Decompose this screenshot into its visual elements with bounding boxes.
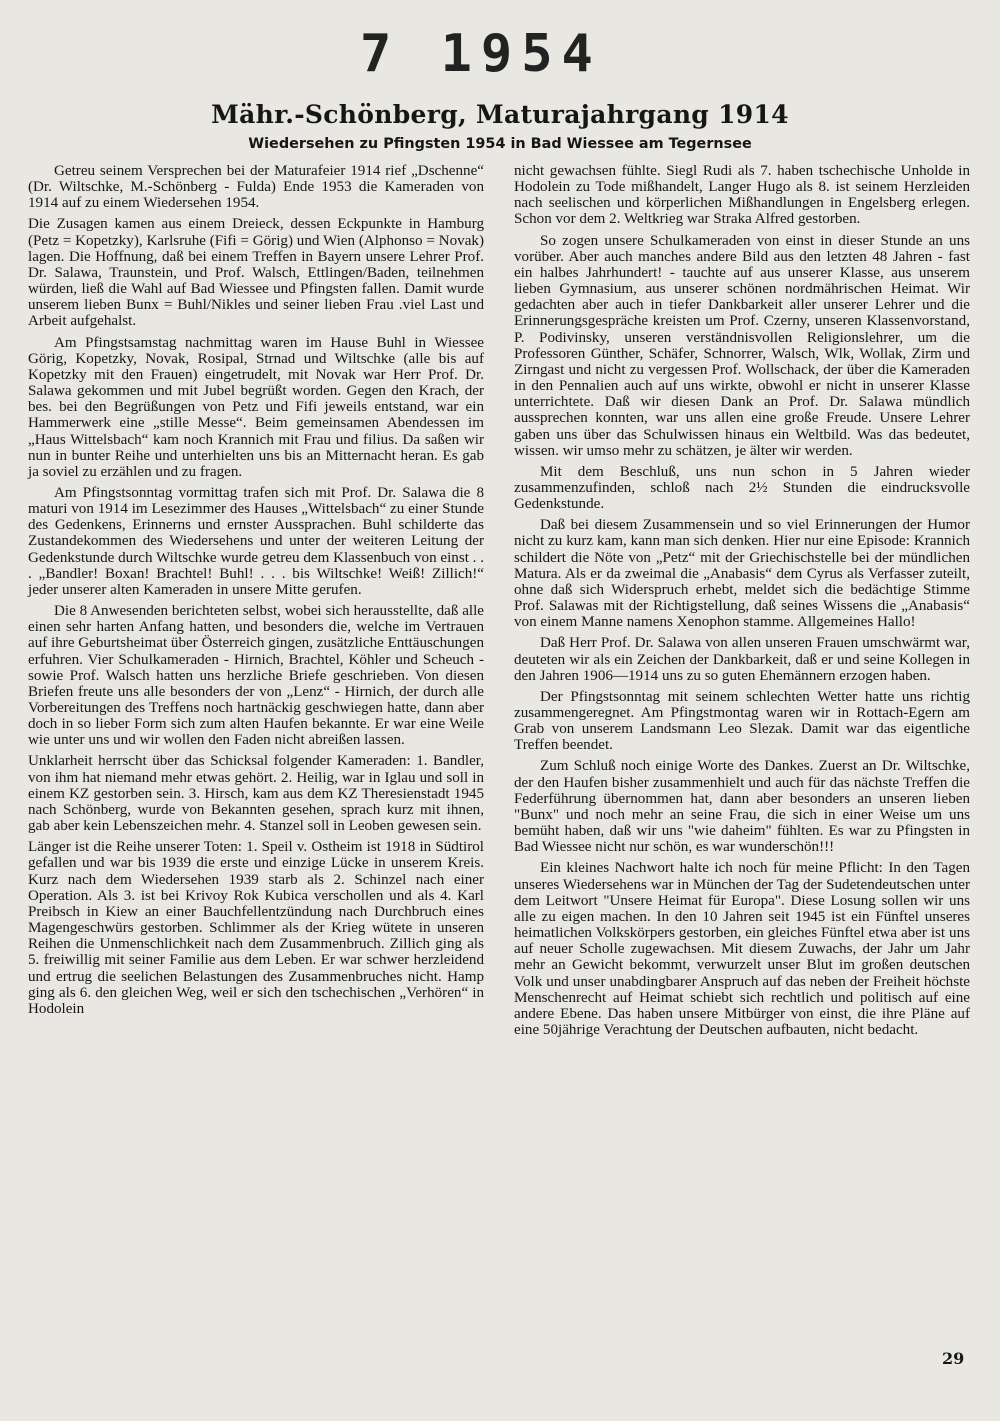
article-title: Mähr.-Schönberg, Maturajahrgang 1914	[211, 100, 789, 129]
paragraph: Getreu seinem Versprechen bei der Maturafeier 1914 rief „Dschenne“ (Dr. Wiltschke, M.-Schönberg - Fulda) Ende 1953 die Kameraden von 1914 auf zu einem Wiedersehen 1954.	[28, 163, 484, 212]
paragraph: Zum Schluß noch einige Worte des Dankes. Zuerst an Dr. Wiltschke, der den Haufen bisher zusammenhielt und auch für das nächste Treffen die Federführung übernommen hat, dann aber besonders an unseren lieben "Bunx" und noch mehr an seine Frau, die sich in einer Weise um uns bemüht haben, daß wir uns "wie daheim" fühlten. Es war zu Pfingsten in Bad Wiessee nicht nur schön, es war wunderschön!!!	[514, 758, 970, 856]
paragraph: Ein kleines Nachwort halte ich noch für meine Pflicht: In den Tagen unseres Wiedersehens war in München der Tag der Sudetendeutschen unter dem Leitwort "Unsere Heimat für Europa". Diese Losung sollen wir uns alle zu eigen machen. In den 10 Jahren seit 1945 ist ein Fünftel unseres heimatlichen Volkskörpers gestorben, ein gleiches Fünftel etwa aber ist uns auf neuer Scholle zugewachsen. Mit diesem Zuwachs, der Jahr um Jahr mehr an Gewicht bekommt, verwurzelt unser Blut im großen deutschen Volk und unser unabdingbarer Anspruch auf das neben der Freiheit höchste Menschenrecht auf Heimat schiebt sich rechtlich und politisch auf eine andere Ebene. Das haben unsere Mitbürger von einst, die ihre Pläne auf eine 50jährige Verachtung der Deutschen aufbauten, nicht bedacht.	[514, 860, 970, 1038]
right-column	[514, 163, 970, 1043]
issue-stamp: 7 1954	[360, 24, 602, 84]
paragraph: Länger ist die Reihe unserer Toten: 1. Speil v. Ostheim ist 1918 in Südtirol gefallen und war bis 1939 die erste und einzige Lücke in unserem Kreis. Kurz nach dem Wiedersehen 1939 starb als 2. Schinzel nach einer Operation. Als 3. ist bei Krivoy Rok Kubica verschollen und als 4. Karl Preibsch in Kiew an einer Bauchfellentzündung nach Durchbruch eines Magengeschwürs gestorben. Schlimmer als der Krieg wütete in unseren Reihen die Unmenschlichkeit nach dem Zusammenbruch. Zillich ging als 5. freiwillig mit seiner Familie aus dem Leben. Er war schwer herzleidend und ertrug die seelichen Belastungen des Zusammenbruches nicht. Hamp ging als 6. den gleichen Weg, weil er sich den tschechischen „Verhören“ in Hodolein	[28, 839, 484, 1017]
paragraph: Die Zusagen kamen aus einem Dreieck, dessen Eckpunkte in Hamburg (Petz = Kopetzky), Karlsruhe (Fifi = Görig) und Wien (Alphonso = Novak) lagen. Die Hoffnung, daß bei einem Treffen in Bayern unsere Lehrer Prof. Dr. Salawa, Traunstein, und Prof. Walsch, Ettlingen/Baden, teilnehmen würden, ließ die Wahl auf Bad Wiessee und Pfingsten fallen. Damit wurde unserem lieben Bunx = Buhl/Nikles und seiner lieben Frau .viel Last und Arbeit aufgehalst.	[28, 216, 484, 330]
paragraph: Daß Herr Prof. Dr. Salawa von allen unseren Frauen umschwärmt war, deuteten wir als ein Zeichen der Dankbarkeit, daß er und seine Kollegen in den Jahren 1906—1914 uns zu so guten Ehemännern erzogen haben.	[514, 635, 970, 684]
paragraph: So zogen unsere Schulkameraden von einst in dieser Stunde an uns vorüber. Aber auch manches andere Bild aus den letzten 48 Jahren - fast ein halbes Jahrhundert! - tauchte auf aus unserer Klasse, aus unserem lieben Gymnasium, aus unserer schönen nordmährischen Heimat. Wir gedachten aber auch in tiefer Dankbarkeit aller unserer Lehrer und die Erinnerungsgespräche kreisten um Prof. Czerny, unseren Klassenvorstand, P. Podivinsky, unseren verständnisvollen Religionslehrer, um die Professoren Günther, Schäfer, Schnorrer, Walsch, Wlk, Wollak, Zirm und Zirngast und nicht zu vergessen Prof. Wollschack, der über die Kameraden in den Pennalien auch auf uns wirkte, obwohl er nicht in unserer Klasse unterrichtete. Daß wir diesen Dank an Prof. Dr. Salawa mündlich aussprechen konnten, war uns allen eine große Freude. Unsere Lehrer gaben uns über das Schulwissen hinaus ein Weltbild. Was das bedeutet, wissen. wir umso mehr zu schätzen, je älter wir werden.	[514, 232, 970, 459]
paragraph: Unklarheit herrscht über das Schicksal folgender Kameraden: 1. Bandler, von ihm hat niemand mehr etwas gehört. 2. Heilig, war in Iglau und soll in einem KZ gestorben sein. 3. Hirsch, kam aus dem KZ Theresienstadt 1945 nach Schönberg, wurde von Bekannten gesehen, sprach kurz mit ihnen, gab aber kein Lebenszeichen mehr. 4. Stanzel soll in Leoben gewesen sein.	[28, 753, 484, 835]
left-column	[28, 163, 484, 1022]
page-number: 29	[942, 1349, 965, 1368]
article-subtitle: Wiedersehen zu Pfingsten 1954 in Bad Wiessee am Tegernsee	[248, 136, 752, 152]
paragraph: Mit dem Beschluß, uns nun schon in 5 Jahren wieder zusammenzufinden, schloß nach 2½ Stunden die eindrucksvolle Gedenkstunde.	[514, 463, 970, 513]
paragraph: Der Pfingstsonntag mit seinem schlechten Wetter hatte uns richtig zusammengeregnet. Am Pfingstmontag waren wir in Rottach-Egern am Grab von unserem Landsmann Leo Slezak. Damit war das eigentliche Treffen beendet.	[514, 688, 970, 754]
paragraph: Die 8 Anwesenden berichteten selbst, wobei sich herausstellte, daß alle einen sehr harten Anfang hatten, und besonders die, welche im Vertrauen auf ihre Geburtsheimat über Österreich gingen, zusätzliche Enttäuschungen erfuhren. Vier Schulkameraden - Hirnich, Brachtel, Köhler und Scheuch - sowie Prof. Walsch hatten uns herzliche Briefe geschrieben. Von diesen Briefen freute uns alle besonders der von „Lenz“ - Hirnich, der durch alle Vorbereitungen des Treffens noch hartnäckig geschwiegen hatte, dann aber doch in so lieber Form sich zum alten Haufen bekannte. Er war eine Weile wie unter uns und wir wollen den Faden nicht abreißen lassen.	[28, 603, 484, 749]
paragraph: Daß bei diesem Zusammensein und so viel Erinnerungen der Humor nicht zu kurz kam, kann man sich denken. Hier nur eine Episode: Krannich schildert die Nöte von „Petz“ mit der Griechischstelle bei der mündlichen Matura. Als er da zweimal die „Anabasis“ dem Cyrus als Verfasser zuteilt, ohne daß sich Widerspruch erhebt, meldet sich die bedächtige Stimme Prof. Salawas mit der Richtigstellung, daß seines Wissens die „Anabasis“ von einem Manne namens Xenophon stamme. Allgemeines Hallo!	[514, 517, 970, 631]
paragraph: nicht gewachsen fühlte. Siegl Rudi als 7. haben tschechische Unholde in Hodolein zu Tode mißhandelt, Langer Hugo als 8. ist seinem Herzleiden nach seelischen und körperlichen Mißhandlungen in Engelsberg erlegen. Schon vor dem 2. Weltkrieg war Straka Alfred gestorben.	[514, 163, 970, 228]
paragraph: Am Pfingstsonntag vormittag trafen sich mit Prof. Dr. Salawa die 8 maturi von 1914 im Lesezimmer des Hauses „Wittelsbach“ zu einer Stunde des Gedenkens, Erinnerns und ernster Aussprachen. Buhl schilderte das Zustandekommen des Wiedersehens und unter der weiteren Leitung der Gedenkstunde durch Wiltschke wurde getreu dem Klassenbuch von einst . . . „Bandler! Boxan! Brachtel! Buhl! . . . bis Wiltschke! Weiß! Zillich!“ jeder unserer alten Kameraden in unsere Mitte gerufen.	[28, 484, 485, 598]
paragraph: Am Pfingstsamstag nachmittag waren im Hause Buhl in Wiessee Görig, Kopetzky, Novak, Rosipal, Strnad und Wiltschke (alle bis auf Kopetzky mit den Frauen) eingetrudelt, mit Novak war Herr Prof. Dr. Salawa gekommen und mit Jubel begrüßt worden. Gegen den Krach, der bes. bei den Begrüßungen von Petz und Fifi jeweils entstand, war ein Hammerwerk eine „stille Messe“. Beim gemeinsamen Abendessen im „Haus Wittelsbach“ kam noch Krannich mit Frau und filius. Da saßen wir nun in bunter Reihe und unterhielten uns bis an Mitternacht heran. Es gab ja soviel zu erzählen und zu fragen.	[28, 334, 484, 480]
